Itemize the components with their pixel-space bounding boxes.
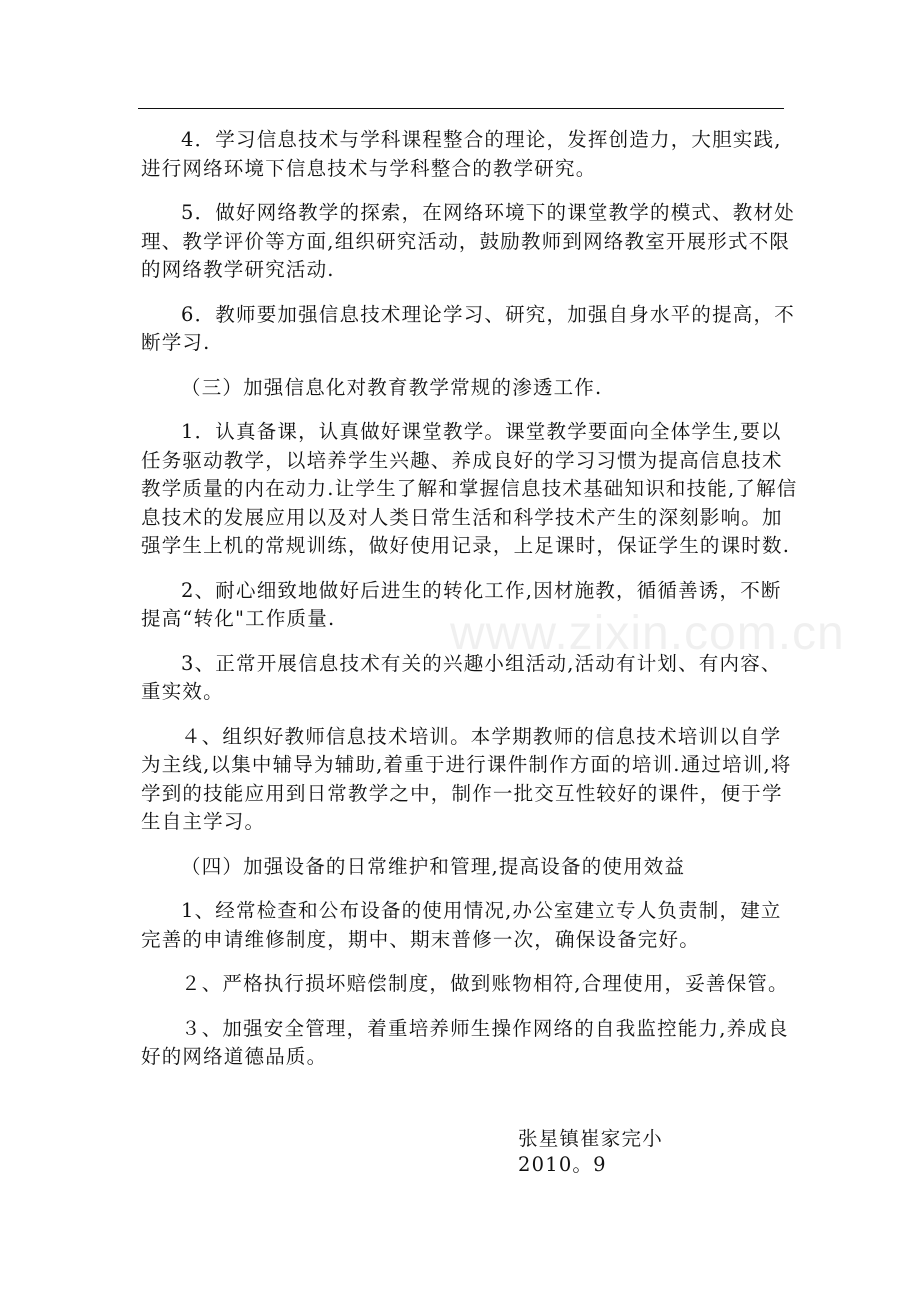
- paragraph-item-1: 1．认真备课，认真做好课堂教学。课堂教学要面向全体学生,要以任务驱动教学，以培养学生兴趣、养成良好的学习习惯为提高信息技术教学质量的内在动力.让学生了解和掌握信息技术基础知识和技能,了解信息技术的发展应用以及对人类日常生活和科学技术产生的深刻影响。加强学生上机的常规训练，做好使用记录，上足课时，保证学生的课时数.: [141, 420, 798, 557]
- header-rule: [138, 108, 784, 109]
- paragraph-item-6: 6．教师要加强信息技术理论学习、研究，加强自身水平的提高，不断学习.: [141, 302, 795, 354]
- paragraph-item-4: 4．学习信息技术与学科课程整合的理论，发挥创造力，大胆实践,进行网络环境下信息技术与学科整合的教学研究。: [141, 128, 782, 180]
- signature-block: [518, 1126, 778, 1178]
- paragraph-item-3: 3、正常开展信息技术有关的兴趣小组活动,活动有计划、有内容、重实效。: [141, 651, 782, 703]
- section-heading-4: （四）加强设备的日常维护和管理,提高设备的使用效益: [181, 854, 686, 878]
- paragraph-item-4-training: ４、组织好教师信息技术培训。本学期教师的信息技术培训以自学为主线,以集中辅导为辅助,着重于进行课件制作方面的培训.通过培训,将学到的技能应用到日常教学之中，制作一批交互性较好的课件，便于学生自主学习。: [141, 724, 792, 833]
- section-heading-3: （三）加强信息化对教育教学常规的渗透工作.: [181, 375, 603, 399]
- paragraph-equipment-3: ３、加强安全管理，着重培养师生操作网络的自我监控能力,养成良好的网络道德品质。: [141, 1016, 789, 1068]
- paragraph-equipment-2: ２、严格执行损坏赔偿制度，做到账物相符,合理使用，妥善保管。: [181, 972, 789, 995]
- document-body: [141, 126, 801, 1072]
- watermark: www.zixin.com.cn: [450, 607, 845, 660]
- paragraph-equipment-1: 1、经常检查和公布设备的使用情况,办公室建立专人负责制，建立完善的申请维修制度，期中、期末普修一次，确保设备完好。: [141, 899, 782, 951]
- paragraph-item-5: 5．做好网络教学的探索，在网络环境下的课堂教学的模式、教材处理、教学评价等方面,组织研究活动，鼓励教师到网络教室开展形式不限的网络教学研究活动.: [141, 201, 795, 281]
- signature-organization: 张星镇崔家完小: [518, 1127, 663, 1150]
- signature-date: 2010。9: [518, 1153, 607, 1176]
- paragraph-item-2: 2、耐心细致地做好后进生的转化工作,因材施教，循循善诱，不断提高“转化"工作质量.: [141, 578, 782, 630]
